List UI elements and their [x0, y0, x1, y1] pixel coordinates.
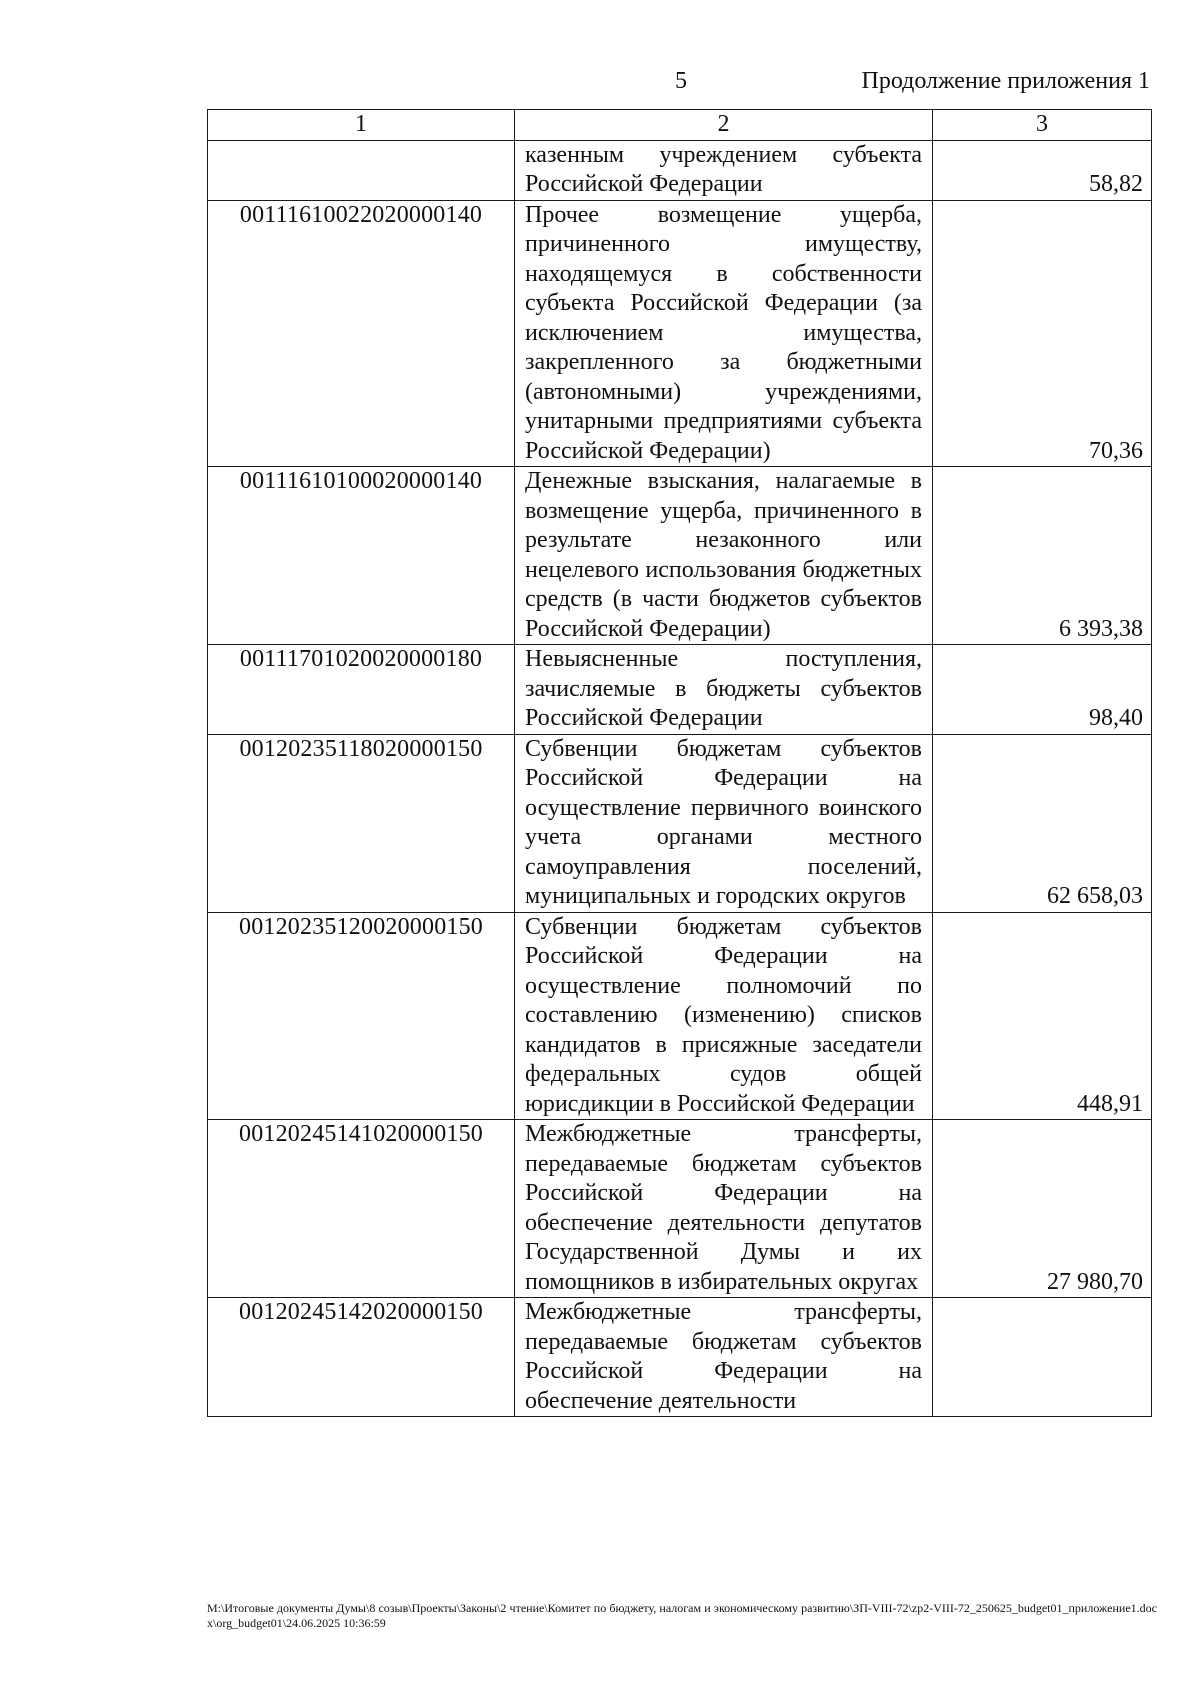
budget-code-cell: 00120235118020000150 [208, 734, 515, 912]
budget-code-cell: 00111610100020000140 [208, 467, 515, 645]
table-row [208, 1298, 1152, 1417]
budget-code-cell: 00111610022020000140 [208, 200, 515, 467]
document-file-path: М:\Итоговые документы Думы\8 созыв\Проекты\Законы\2 чтение\Комитет по бюджету, налогам и экономическому развитию\ЗП-VIII-72\zp2-VIII-72_250625_budget01_приложение1.docx\org_budget01\24.06.2025 10:36:59 [207, 1601, 1157, 1630]
table-row [208, 734, 1152, 912]
table-row [208, 200, 1152, 467]
table-row [208, 645, 1152, 735]
revenue-name-cell: Межбюджетные трансферты, передаваемые бюджетам субъектов Российской Федерации на обеспечение деятельности депутатов Государственной Думы и их помощников в избирательных округах [515, 1120, 933, 1298]
budget-code-cell: 00120245141020000150 [208, 1120, 515, 1298]
amount-cell: 27 980,70 [933, 1120, 1152, 1298]
budget-code-cell: 00111701020020000180 [208, 645, 515, 735]
column-header-3: 3 [933, 110, 1152, 141]
budget-code-cell: 00120235120020000150 [208, 912, 515, 1120]
amount-cell: 70,36 [933, 200, 1152, 467]
column-header-2: 2 [515, 110, 933, 141]
amount-cell: 58,82 [933, 140, 1152, 200]
revenue-name-cell: Невыясненные поступления, зачисляемые в бюджеты субъектов Российской Федерации [515, 645, 933, 735]
amount-cell [933, 1298, 1152, 1417]
amount-cell: 448,91 [933, 912, 1152, 1120]
table-row [208, 140, 1152, 200]
appendix-continuation-label: Продолжение приложения 1 [861, 68, 1150, 94]
revenue-name-cell: Прочее возмещение ущерба, причиненного имуществу, находящемуся в собственности субъекта Российской Федерации (за исключением имущества, закрепленного за бюджетными (автономными) учреждениями, унитарными предприятиями субъекта Российской Федерации) [515, 200, 933, 467]
revenue-name-cell: Денежные взыскания, налагаемые в возмещение ущерба, причиненного в результате незаконного или нецелевого использования бюджетных средств (в части бюджетов субъектов Российской Федерации) [515, 467, 933, 645]
page-number: 5 [675, 68, 687, 94]
budget-code-cell: 00120245142020000150 [208, 1298, 515, 1417]
amount-cell: 62 658,03 [933, 734, 1152, 912]
amount-cell: 6 393,38 [933, 467, 1152, 645]
budget-revenue-table [207, 109, 1152, 1417]
revenue-name-cell: Субвенции бюджетам субъектов Российской Федерации на осуществление первичного воинского учета органами местного самоуправления поселений, муниципальных и городских округов [515, 734, 933, 912]
revenue-name-cell: Межбюджетные трансферты, передаваемые бюджетам субъектов Российской Федерации на обеспечение деятельности [515, 1298, 933, 1417]
amount-cell: 98,40 [933, 645, 1152, 735]
table-header-row [208, 110, 1152, 141]
column-header-1: 1 [208, 110, 515, 141]
table-row [208, 467, 1152, 645]
table-row [208, 1120, 1152, 1298]
budget-code-cell [208, 140, 515, 200]
revenue-name-cell: казенным учреждением субъекта Российской Федерации [515, 140, 933, 200]
revenue-name-cell: Субвенции бюджетам субъектов Российской Федерации на осуществление полномочий по составлению (изменению) списков кандидатов в присяжные заседатели федеральных судов общей юрисдикции в Российской Федерации [515, 912, 933, 1120]
table-row [208, 912, 1152, 1120]
